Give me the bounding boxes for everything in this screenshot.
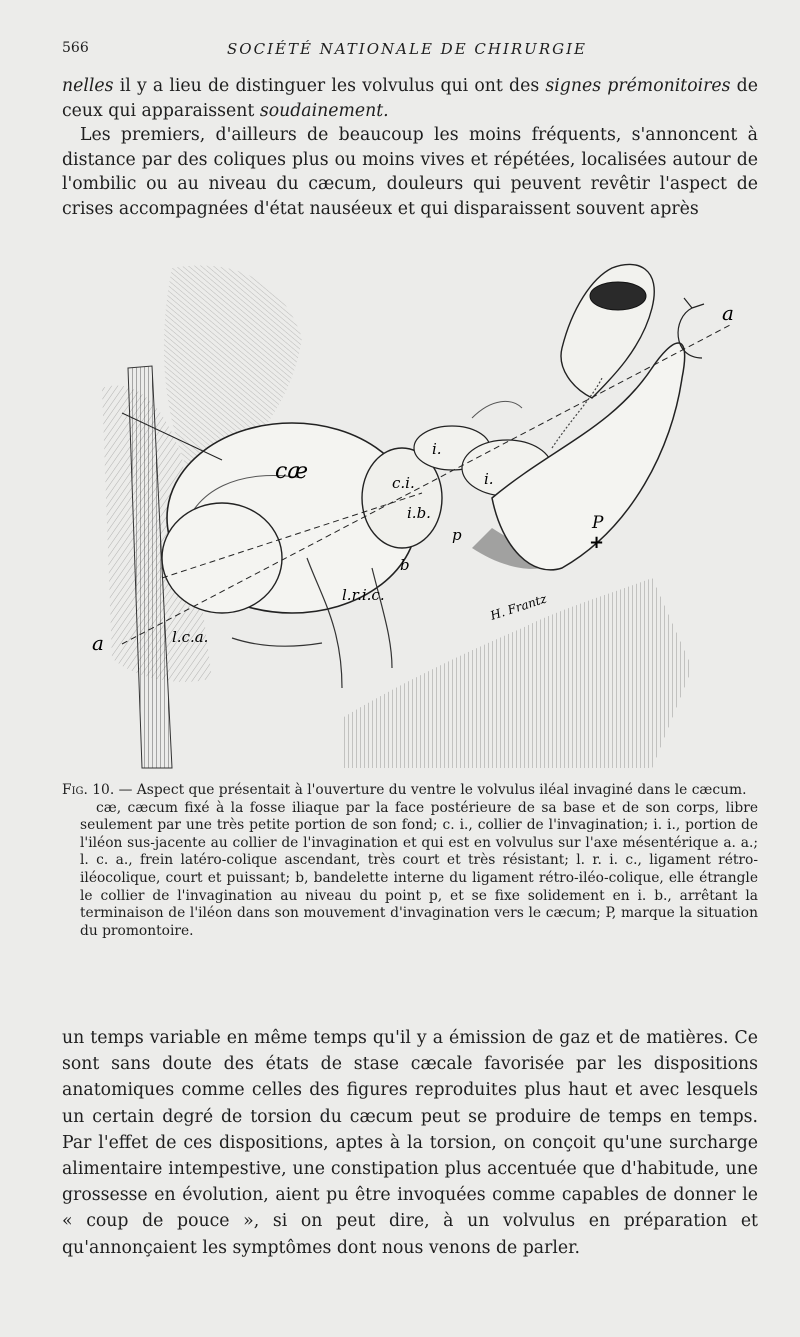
- italic-phrase: signes prémonitoires: [545, 76, 731, 96]
- italic-word: soudainement.: [259, 100, 389, 121]
- label-cae: cæ: [275, 459, 308, 484]
- promontory-mark: +: [589, 532, 605, 553]
- body-text-bottom: [62, 1025, 758, 1261]
- figure-illustration: [92, 248, 752, 776]
- paragraph-continued: [62, 74, 758, 123]
- text-run: de ceux qui apparaissent: [62, 76, 758, 121]
- label-b: b: [400, 556, 410, 574]
- paragraph: Les premiers, d'ailleurs de beaucoup les moins fréquents, s'annoncent à distance par des coliques plus ou moins vives et répétées, localisées autour de l'ombilic ou au niveau du cæcum, douleurs qui peuvent revêtir l'aspect de crises accompagnées d'état nauséeux et qui disparaissent souvent après: [62, 125, 758, 219]
- label-lca: l.c.a.: [172, 628, 209, 646]
- caption-legend: cæ, cæcum fixé à la fosse iliaque par la face postérieure de sa base et de son corps, libre seulement par une très petite portion de son fond; c. i., collier de l'invagination; i. i., portion de l'iléon sus-jacente au collier de l'invagination et qui est en volvulus sur l'axe mésentérique a. a.; l. c. a., frein latéro-colique ascendant, très court et très résistant; l. r. i. c., ligament rétro-iléocolique, court et puissant; b, bandelette interne du ligament rétro-iléo-colique, elle étrangle le collier de l'invagination au niveau du point p, et se fixe solidement en i. b., arrêtant la terminaison de l'iléon dans son mouvement d'invagination vers le cæcum; P, marque la situation du promontoire.: [80, 799, 758, 939]
- label-p: p: [452, 526, 462, 544]
- fringe: [472, 401, 522, 418]
- journal-title: SOCIÉTÉ NATIONALE DE CHIRURGIE: [227, 40, 587, 58]
- artist-signature: H. Frantz: [488, 591, 549, 623]
- paragraph-continued: un temps variable en même temps qu'il y a émission de gaz et de matières. Ce sont sans doute des états de stase cæcale favorisée par les dispositions anatomiques comme celles des figures reproduites plus haut et avec lesquels un certain degré de torsion du cæcum peut se produire de temps en temps. Par l'effet de ces dispositions, aptes à la torsion, on conçoit qu'une surcharge alimentaire intempestive, une constipation plus accentuée que d'habitude, une grossesse en évolution, aient pu être invoquées comme capables de donner le « coup de pouce », si on peut dire, à un volvulus en préparation et qu'annonçaient les symptômes dont nous venons de parler.: [62, 1028, 758, 1258]
- ligament-line: [232, 638, 322, 646]
- anatomical-engraving: [92, 248, 752, 776]
- label-P: P: [592, 513, 604, 533]
- text-run: il y a lieu de distinguer les volvulus qui ont des: [113, 76, 546, 96]
- page-number: 566: [62, 40, 89, 56]
- label-ci: c.i.: [392, 474, 415, 492]
- label-i-right: i.: [484, 470, 494, 488]
- label-ib: i.b.: [407, 504, 431, 522]
- figure-number: Fig. 10.: [62, 782, 115, 798]
- ileum-lumen: [590, 282, 646, 310]
- label-i-upper: i.: [432, 440, 442, 458]
- italic-word: nelles: [62, 76, 114, 96]
- label-lric: l.r.i.c.: [342, 586, 385, 604]
- body-text-top: [62, 74, 758, 221]
- figure-caption: [62, 782, 758, 940]
- caption-title: [62, 782, 758, 800]
- running-head: [62, 40, 752, 60]
- label-a-right: a: [722, 301, 734, 325]
- label-a-left: a: [92, 631, 104, 655]
- caption-title-text: — Aspect que présentait à l'ouverture du ventre le volvulus iléal invaginé dans le cæcum.: [114, 782, 747, 798]
